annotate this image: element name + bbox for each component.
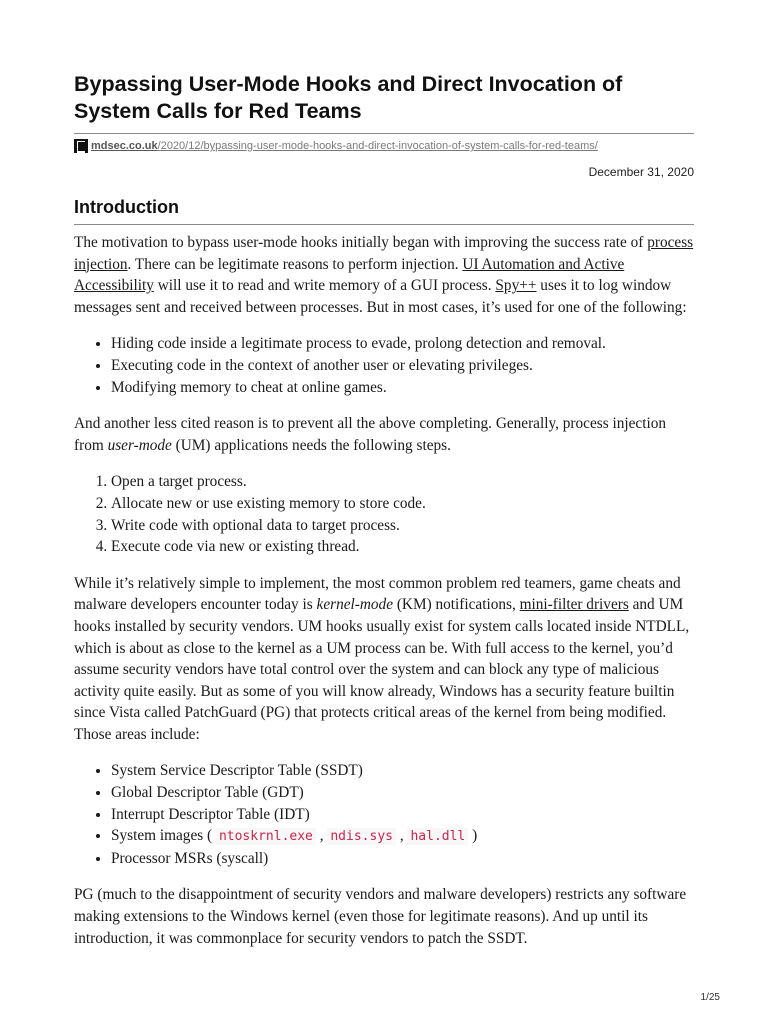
text-run: While it’s relatively simple to implement, the most common problem red teamers, game cheats and malware developers encounter today is — [74, 574, 681, 614]
text-run: ) — [472, 827, 478, 845]
mini-filter-drivers-link[interactable]: mini-filter drivers — [519, 596, 629, 614]
spy-plus-plus-link[interactable]: Spy++ — [495, 277, 537, 295]
list-item — [111, 825, 694, 848]
list-item: 3. Write code with optional data to target process. — [111, 515, 694, 537]
paragraph-2 — [74, 413, 694, 456]
publish-date: December 31, 2020 — [588, 165, 694, 179]
text-run: and UM hooks installed by security vendors. UM hooks usually exist for system calls located inside NTDLL, which is about as close to the kernel as a UM process can be. With full access to the kernel, you’d assume security vendors have total control over the system and can block any type of malicious activity quite easily. But as some of you will know already, Windows has a security feature builtin since Vista called PatchGuard (PG) that protects critical areas of the kernel from being modified. Those areas include: — [74, 596, 690, 743]
section-heading: Introduction — [74, 197, 179, 217]
list-item: 4. Execute code via new or existing thread. — [111, 536, 694, 558]
list-item: 1. Open a target process. — [111, 471, 694, 493]
list-item: • System Service Descriptor Table (SSDT) — [111, 760, 694, 782]
ui-automation-link[interactable]: UI Automation and Active Accessibility — [74, 255, 625, 295]
list-item: • Interrupt Descriptor Table (IDT) — [111, 804, 694, 826]
paragraph-1 — [74, 232, 694, 318]
site-favicon-icon — [74, 139, 88, 153]
protected-areas-list — [74, 760, 694, 869]
text-run: The motivation to bypass user-mode hooks initially began with improving the success rate of — [74, 234, 648, 251]
source-line — [74, 139, 598, 153]
text-run: , — [319, 827, 324, 845]
paragraph-4: PG (much to the disappointment of security vendors and malware developers) restricts any software making extensions to the Windows kernel (even those for legitimate reasons). And up until its introduction, it was commonplace for security vendors to patch the SSDT. — [74, 886, 687, 947]
reasons-list — [74, 333, 694, 398]
list-item: • Global Descriptor Table (GDT) — [111, 782, 694, 804]
steps-list — [74, 471, 694, 557]
process-injection-link[interactable]: process injection — [74, 234, 694, 273]
text-run: (UM) applications needs the following steps. — [171, 436, 451, 454]
source-path-link[interactable]: /2020/12/bypassing-user-mode-hooks-and-direct-invocation-of-system-calls-for-red-teams/ — [157, 140, 598, 152]
inline-code: ndis.sys — [327, 828, 396, 845]
inline-code: ntoskrnl.exe — [216, 828, 316, 845]
inline-code: hal.dll — [407, 828, 468, 845]
text-run: , — [399, 827, 404, 845]
text-run: uses it to log window messages sent and received between processes. But in most cases, it’s used for one of the following: — [74, 277, 687, 316]
list-item: • Hiding code inside a legitimate process to evade, prolong detection and removal. — [111, 333, 694, 355]
article-title: Bypassing User-Mode Hooks and Direct Invocation of System Calls for Red Teams — [74, 72, 623, 123]
source-domain-link[interactable]: mdsec.co.uk — [91, 140, 158, 152]
emphasis: user-mode — [107, 436, 172, 454]
title-divider — [74, 133, 694, 134]
text-run: (KM) notifications, — [393, 596, 520, 614]
list-item: • Executing code in the context of another user or elevating privileges. — [111, 355, 694, 377]
article-body — [74, 232, 694, 964]
text-run: System images ( — [111, 827, 213, 845]
section-divider — [74, 224, 694, 225]
text-run: . There can be legitimate reasons to perform injection. — [127, 255, 463, 273]
emphasis: kernel-mode — [316, 596, 393, 614]
list-item: • Processor MSRs (syscall) — [111, 848, 694, 870]
list-item: 2. Allocate new or use existing memory to store code. — [111, 493, 694, 515]
text-run: will use it to read and write memory of a GUI process. — [153, 277, 496, 295]
list-item: • Modifying memory to cheat at online games. — [111, 377, 694, 399]
page-number: 1/25 — [700, 992, 720, 1003]
text-run: And another less cited reason is to prevent all the above completing. Generally, process injection from — [74, 415, 666, 454]
paragraph-3 — [74, 573, 694, 746]
